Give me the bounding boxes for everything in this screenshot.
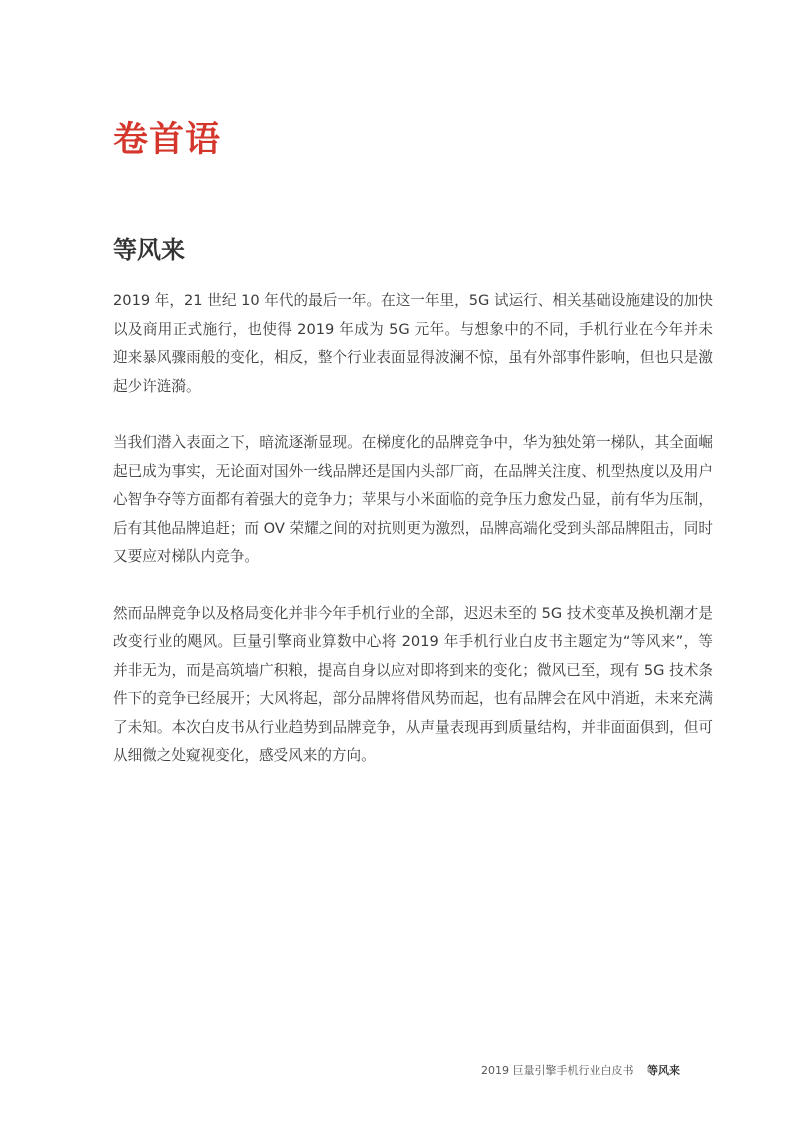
paragraph: 然而品牌竞争以及格局变化并非今年手机行业的全部，迟迟未至的 5G 技术变革及换机潮才是改变行业的飓风。巨量引擎商业算数中心将 2019 年手机行业白皮书主题定为“等风来”，等并非无为，而是高筑墙广积粮，提高自身以应对即将到来的变化；微风已至，现有 5G 技术条件下的竞争已经展开；大风将起，部分品牌将借风势而起，也有品牌会在风中消逝，未来充满了未知。本次白皮书从行业趋势到品牌竞争，从声量表现再到质量结构，并非面面俱到，但可从细微之处窥视变化，感受风来的方向。 xyxy=(113,604,713,764)
footer-theme: 等风来 xyxy=(647,1064,680,1077)
page-footer xyxy=(481,1063,680,1079)
paragraph: 当我们潜入表面之下，暗流逐渐显现。在梯度化的品牌竞争中，华为独处第一梯队，其全面崛起已成为事实，无论面对国外一线品牌还是国内头部厂商，在品牌关注度、机型热度以及用户心智争夺等方面都有着强大的竞争力；苹果与小米面临的竞争压力愈发凸显，前有华为压制，后有其他品牌追赶；而 OV 荣耀之间的对抗则更为激烈，品牌高端化受到头部品牌阻击，同时又要应对梯队内竞争。 xyxy=(113,434,713,565)
body-text xyxy=(113,287,713,799)
watermark: baogao8.com xyxy=(298,529,672,578)
page-heading: 卷首语 xyxy=(113,120,222,160)
section-heading: 等风来 xyxy=(113,236,185,264)
paragraph: 2019 年，21 世纪 10 年代的最后一年。在这一年里，5G 试运行、相关基础设施建设的加快以及商用正式施行，也使得 2019 年成为 5G 元年。与想象中的不同，手机行业在今年并未迎来暴风骤雨般的变化，相反，整个行业表面显得波澜不惊，虽有外部事件影响，但也只是激起少许涟漪。 xyxy=(113,292,713,395)
footer-report-title: 2019 巨量引擎手机行业白皮书 xyxy=(481,1064,634,1077)
